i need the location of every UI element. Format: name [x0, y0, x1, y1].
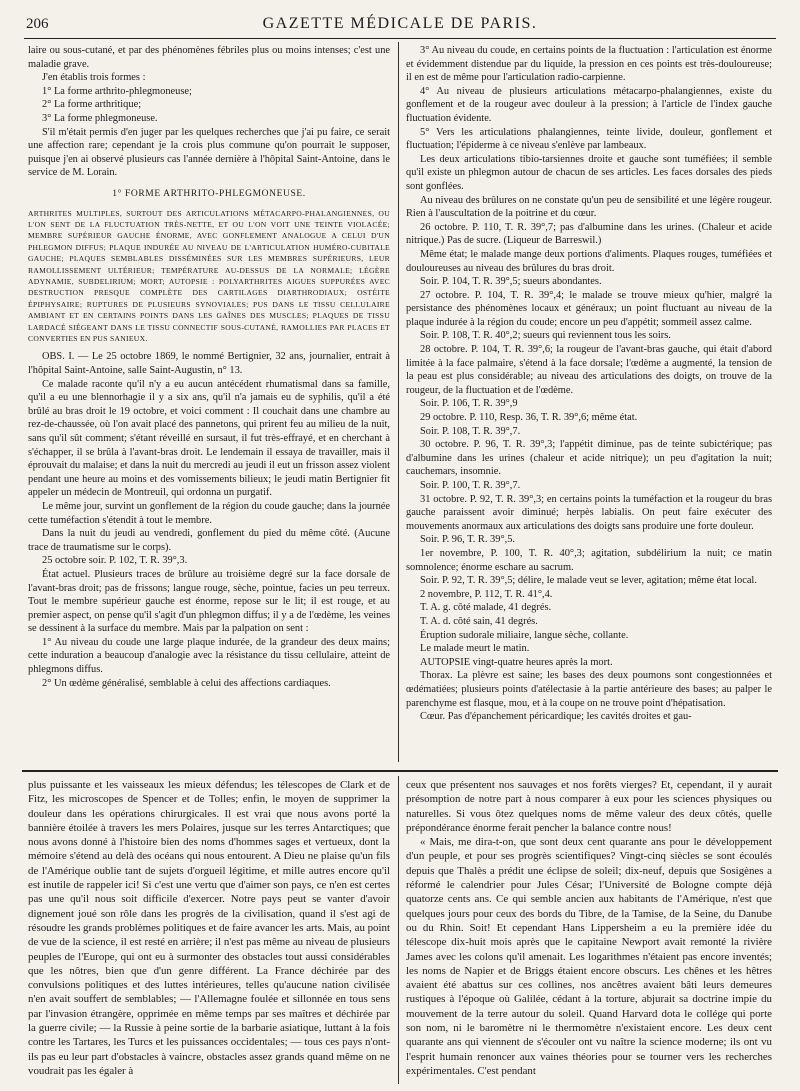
header-rule	[24, 38, 776, 39]
upper-left-paragraph: OBS. I. — Le 25 octobre 1869, le nommé Bertignier, 32 ans, journalier, entrait à l'hôpital Saint-Antoine, salle Saint-Augustin, n° 13.	[28, 351, 390, 376]
upper-right-paragraph: 1er novembre, P. 100, T. R. 40°,3; agitation, subdélirium la nuit; ce matin somnolence; énorme eschare au sacrum.	[406, 547, 772, 573]
upper-left-paragraph: 2° Un œdème généralisé, semblable à celui des affections cardiaques.	[42, 677, 331, 689]
upper-right-paragraph: Même état; le malade mange deux portions d'aliments. Plaques rouges, tuméfiées et douloureuses au niveau des brûlures du bras droit.	[406, 248, 772, 274]
upper-left-column	[28, 44, 390, 762]
section-divider	[22, 770, 778, 772]
upper-right-paragraph: T. A. g. côté malade, 41 degrés.	[420, 602, 552, 614]
upper-right-paragraph: Les deux articulations tibio-tarsiennes droite et gauche sont tuméfiées; il semble qu'il existe un phlegmon autour de chacun de ses articles. Les faces dorsales des pieds sont gonflées.	[406, 153, 772, 192]
upper-right-paragraph: 3° Au niveau du coude, en certains points de la fluctuation : l'articulation est énorme et évidemment distendue par du liquide, la pression en ces points est très-douloureuse; il en est de même pour l'articulation radio-carpienne.	[406, 45, 772, 84]
upper-right-paragraph: Soir. P. 104, T. R. 39°,5; sueurs abondantes.	[420, 276, 602, 288]
column-divider-lower	[398, 776, 399, 1084]
upper-right-paragraph: 31 octobre. P. 92, T. R. 39°,3; en certains points la tuméfaction et la rougeur du bras gauche paraissent avoir diminué; herpès labialis. On peut faire exécuter des mouvements anormaux aux articulations des doigts sans produire une forte douleur.	[406, 493, 772, 532]
upper-left-paragraph: Ce malade raconte qu'il n'y a eu aucun antécédent rhumatismal dans sa famille, qu'il a eu une blennorhagie il y a six ans, qu'il n'a jamais eu de syphilis, qu'il a été brûlé au bras droit le 19 octobre, et voici comment : Il couchait dans une chambre au rez-de-chaussée, où l'on avait placé des pannetons, qui prirent feu au milieu de la nuit, sans qu'il sût comment; s'étant réveillé en sursaut, il fut très-effrayé, et en cherchant à s'échapper, il se brûla à l'avant-bras droit. Le lendemain il essaya de travailler, mais il éprouvait du malaise; et dans la nuit du mercredi au jeudi il eut un frisson assez violent pendant une heure au moins et des vomissements bilieux; le jeudi matin Bertignier fit appeler un médecin de Montreuil, qui ordonna un purgatif.	[28, 378, 390, 499]
upper-right-paragraph: Le malade meurt le matin.	[420, 643, 530, 655]
upper-right-paragraph: Soir. P. 100, T. R. 39°,7.	[420, 480, 521, 491]
upper-right-paragraph: Éruption sudorale miliaire, langue sèche, collante.	[420, 629, 629, 641]
upper-right-paragraph: 30 octobre. P. 96, T. R. 39°,3; l'appétit diminue, pas de teinte subictérique; pas d'albumine dans les urines (chaleur et acide nitrique); un peu d'agitation la nuit; cauchemars, insomnie.	[406, 439, 772, 478]
upper-right-paragraph: AUTOPSIE vingt-quatre heures après la mort.	[420, 656, 613, 668]
upper-right-paragraph: 26 octobre. P. 110, T. R. 39°,7; pas d'albumine dans les urines. (Chaleur et acide nitrique.) Pas de sucre. (Liqueur de Barreswil.)	[406, 221, 772, 247]
upper-right-column	[406, 44, 772, 762]
upper-left-paragraph: 1° La forme arthrito-phlegmoneuse;	[42, 85, 192, 97]
upper-left-paragraph: 2° La forme arthritique;	[42, 99, 142, 111]
upper-left-paragraph: État actuel. Plusieurs traces de brûlure au troisième degré sur la face dorsale de l'avant-bras droit; pas de frissons; langue rouge, sèche, pointue, facies un peu terreux. Tout le membre supérieur gauche est énorme, repose sur le lit; il est rouge, et au premier aspect, on pense qu'il s'agit d'un phlegmon diffus; il y a de l'œdème, les veines se dessinent à la surface du membre. Mais par la palpation on sent :	[28, 568, 390, 635]
upper-right-paragraph: 4° Au niveau de plusieurs articulations métacarpo-phalangiennes, existe du gonflement et de la rougeur avec douleur à la pression; à l'article de l'index gauche fluctuation évidente.	[406, 85, 772, 124]
upper-right-paragraph: Au niveau des brûlures on ne constate qu'un peu de sensibilité et une légère rougeur. Rien à l'auscultation de la poitrine et du cœur.	[406, 194, 772, 220]
upper-left-paragraph: ARTHRITES MULTIPLES, SURTOUT DES ARTICULATIONS MÉTACARPO-PHALANGIENNES, OU L'ON SENT DE LA FLUCTUATION TRÈS-NETTE, ET OU L'ON VOIT UNE TEINTE VIOLACÉE; MEMBRE SUPÉRIEUR GAUCHE ÉNORME, AVEC GONFLEMENT ANALOGUE A CELUI D'UN PHLEGMON DIFFUS; PLAQUE INDURÉE AU NIVEAU DE L'ARTICULATION HUMÉRO-CUBITALE GAUCHE; PLAQUES SEMBLABLES DISSÉMINÉES SUR LES MEMBRES SUPÉRIEURS, LEUR RAMOLLISSEMENT ULTÉRIEUR; TEMPÉRATURE AU-DESSUS DE LA NORMALE; LÉGÈRE ADYNAMIE, SUBDELIRIUM; MORT; AUTOPSIE : POLYARTHRITES AIGUES SUPPURÉES AVEC DESTRUCTION PRESQUE COMPLÈTE DES CARTILAGES DIARTHRODIAUX; OSTÉITE ÉPIPHYSAIRE; RUPTURES DE PLUSIEURS SYNOVIALES; PUS DANS LE TISSU CELLULAIRE AMBIANT ET EN CERTAINS POINTS DANS LES GAÎNES DES MUSCLES; PLAQUES DE TISSU LARDACÉ SIÉGEANT DANS LE TISSU CONNECTIF SOUS-CUTANÉ, RAMOLLIES PAR PLACES ET CONVERTIES EN PUS SANIEUX.	[28, 208, 390, 343]
upper-left-paragraph: laire ou sous-cutané, et par des phénomènes fébriles plus ou moins intenses; c'est une maladie grave.	[28, 45, 390, 70]
upper-right-paragraph: Cœur. Pas d'épanchement péricardique; les cavités droites et gau-	[420, 711, 692, 723]
lower-right-paragraph: ceux que présentent nos sauvages et nos forêts vierges? Et, cependant, il y aurait présomption de notre part à nous comparer à eux pour les sciences physiques ou naturelles. Si vous ôtez quelques noms de même valeur des deux côtés, quelle prépondérance énorme ferait pencher la balance contre nous!	[406, 779, 772, 834]
upper-left-paragraph: Dans la nuit du jeudi au vendredi, gonflement du pied du même côté. (Aucune trace de traumatisme sur le corps).	[28, 528, 390, 553]
lower-left-paragraph: plus puissante et les vaisseaux les mieux défendus; les télescopes de Clark et de Fitz, les microscopes de Spencer et de Tolles; enfin, le moyen de supprimer la douleur dans les opérations chirurgicales. Il est vrai que nous avons porté la bannière étoilée à travers les mers Polaires, jusque sur les terres Antarctiques; que nous avons donné à l'histoire bien des noms d'hommes sages et vertueux, dont la mémoire s'étend au delà des océans qui nous entourent. A Dieu ne plaise qu'un fils de l'Amérique oublie tant de sujets d'orgueil légitime, et mille autres encore qu'il est inutile de rappeler ici! Si c'est une vertu que d'aimer son pays, ce n'en est certes pas une qu'il nous soit difficile d'exercer. Notre pays peut se vanter d'avoir dignement joué son rôle dans les progrès de la civilisation, quand il s'est agi de résoudre les grands problèmes politiques et de faire avancer les arts. Mais, au point de vue de la science, il est resté en arrière; il n'est pas même au niveau de plusieurs peuples de l'Europe, qui ont eu à surmonter des obstacles tout aussi considérables que les nôtres, bien que d'un genre différent. La France déchirée par des convulsions politiques et des luttes intérieures, telles qu'aucune nation civilisée n'en avait souffert de semblables; — l'Allemagne foulée et sillonnée en tous sens par l'invasion étrangère, opprimée en même temps par ses maîtres et déchirée par la guerre civile; — la Russie à peine sortie de la barbarie asiatique, luttant à la fois contre les Tartares, les Turcs et les puissances occidentales; — tous ces pays n'ont-ils pas eu leur part d'obstacles à vaincre, obstacles assez grands quand même on ne voudrait pas les égaler à	[28, 779, 390, 1077]
upper-right-paragraph: 28 octobre. P. 104, T. R. 39°,6; la rougeur de l'avant-bras gauche, qui était d'abord limitée à la face palmaire, s'étend à la face dorsale; l'œdème a augmenté, la tension de la peau est plus considérable; au niveau des articulations des doigts, on trouve de la rougeur, de la fluctuation et de l'œdème.	[406, 344, 772, 396]
lower-right-paragraph: « Mais, me dira-t-on, que sont deux cent quarante ans pour le développement d'un peuple, et pour ses progrès scientifiques? Vingt-cinq siècles se sont écoulés depuis que Thalès a prédit une éclipse de soleil; dix-neuf, depuis que Sosigènes a réformé le calendrier pour Jules César; l'Université de Bologne compte déjà quatorze cents ans. Ce qui semble ancien aux habitants de l'Amérique, n'est que quelques jours pour ceux des bords du Tibre, de la Tamise, de la Seine, du Danube ou du Rhin. Soit! Et cependant Hans Lippersheim a eu la première idée du télescope dix-huit mois après que le capitaine Newport avait remonté la rivière James avec les colons qu'il amenait. Les logarithmes n'étaient pas encore inventés; les noms de Napier et de Briggs étaient encore obscurs. Les chênes et les hêtres avaient été abattus sur ces collines, nos ancêtres avaient bâti leurs demeures rustiques à l'époque où Galilée, cédant à la torture, abjurait sa doctrine impie du mouvement de la terre autour du soleil. Quand Harvard dota le collége qui porte son nom, ni le baromètre ni le thermomètre n'existaient encore. Les deux cent quarante ans qui viennent de s'écouler ont vu naître la science moderne; ils ont vu l'esprit humain renoncer aux vaines théories pour se tourner vers les recherches expérimentales. C'est pendant	[406, 836, 772, 1077]
upper-right-paragraph: 2 novembre, P. 112, T. R. 41°,4.	[420, 588, 553, 600]
upper-right-paragraph: Soir. P. 108, T. R. 39°,7.	[420, 425, 521, 437]
column-divider-upper	[398, 42, 399, 762]
upper-left-paragraph: S'il m'était permis d'en juger par les quelques recherches que j'ai pu faire, ce serait une affection rare; cependant je la crois plus commune qu'on pourrait le supposer, puisque j'en ai observé plusieurs cas l'année dernière à l'hôpital Saint-Antoine, dans le service de M. Lorain.	[28, 126, 390, 179]
journal-title: GAZETTE MÉDICALE DE PARIS.	[262, 15, 538, 32]
upper-left-paragraph: 3° La forme phlegmoneuse.	[42, 112, 158, 124]
upper-right-paragraph: Soir. P. 92, T. R. 39°,5; délire, le malade veut se lever, agitation; même état local.	[420, 575, 757, 587]
upper-right-paragraph: Soir. P. 106, T. R. 39°,9	[420, 398, 518, 410]
upper-right-paragraph: 27 octobre. P. 104, T. R. 39°,4; le malade se trouve mieux qu'hier, malgré la persistance des phénomènes locaux et généraux; un point fluctuant au niveau de la plaque indurée à la région du coude; encore un peu d'appétit; sommeil assez calme.	[406, 289, 772, 328]
upper-right-paragraph: Soir. P. 108, T. R. 40°,2; sueurs qui reviennent tous les soirs.	[420, 330, 671, 342]
lower-left-column	[28, 778, 390, 1084]
upper-left-paragraph: 25 octobre soir. P. 102, T. R. 39°,3.	[42, 555, 188, 567]
upper-left-paragraph: Le même jour, survint un gonflement de la région du coude gauche; dans la journée cette tuméfaction s'étendit à tout le membre.	[28, 500, 390, 526]
page-header	[22, 14, 778, 36]
upper-left-paragraph: 1° Au niveau du coude une large plaque indurée, de la grandeur des deux mains; cette induration a beaucoup d'analogie avec la résistance du tissu cellulaire, atteint de phlegmons diffus.	[28, 636, 390, 676]
upper-left-paragraph: J'en établis trois formes :	[42, 72, 146, 84]
upper-right-paragraph: Soir. P. 96, T. R. 39°,5.	[420, 534, 515, 546]
upper-right-paragraph: T. A. d. côté sain, 41 degrés.	[420, 615, 538, 627]
upper-right-paragraph: Thorax. La plèvre est saine; les bases des deux poumons sont congestionnées et œdématiées; plusieurs points d'atélectasie à la partie antérieure des bases; au palper le parenchyme est flasque, mou, et à la coupe on ne trouve point d'hépatisation.	[406, 670, 772, 709]
upper-left-paragraph: 1° FORME ARTHRITO-PHLEGMONEUSE.	[112, 188, 306, 199]
lower-right-column	[406, 778, 772, 1084]
page-number: 206	[26, 16, 49, 32]
upper-right-paragraph: 5° Vers les articulations phalangiennes, teinte livide, douleur, gonflement et fluctuation; l'épiderme à ce niveau s'enlève par lambeaux.	[406, 126, 772, 152]
upper-right-paragraph: 29 octobre. P. 110, Resp. 36, T. R. 39°,6; même état.	[420, 412, 638, 424]
